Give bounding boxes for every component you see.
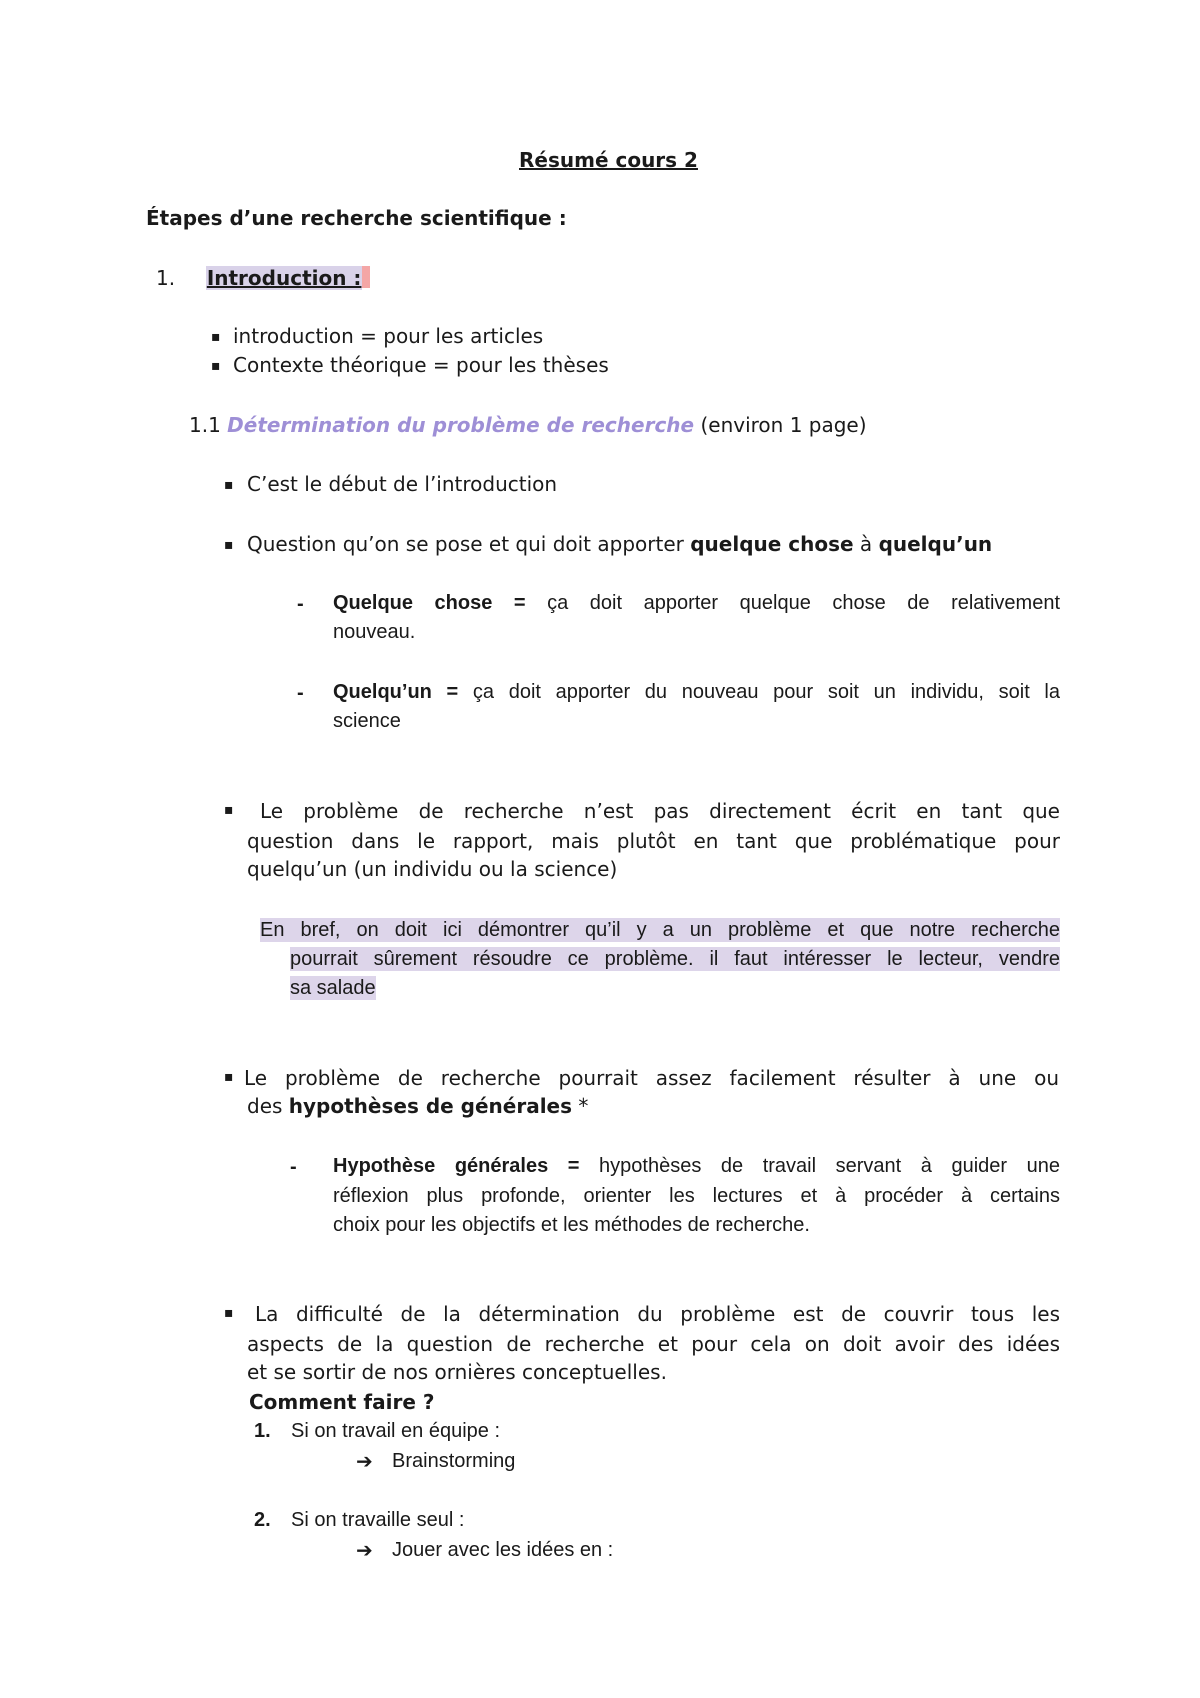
- definition-term: Quelqu’un =: [333, 681, 459, 703]
- section-heading-introduction: [156, 266, 370, 288]
- step-label: Si on travail en équipe :: [291, 1420, 501, 1442]
- definition-line: [333, 592, 1060, 615]
- highlighted-note-line: pourrait sûrement résoudre ce problème. il faut intéresser le lecteur, vendre: [290, 948, 1060, 970]
- subsection-number: 1.1: [189, 413, 221, 437]
- comment-marker: [362, 266, 370, 288]
- paragraph-line: aspects de la question de recherche et pour cela on doit avoir des idées: [247, 1332, 1060, 1356]
- paragraph-line: La difficulté de la détermination du problème est de couvrir tous les: [255, 1302, 1060, 1326]
- section-number: 1.: [156, 266, 176, 290]
- text-run-bold: quelque chose: [690, 532, 854, 556]
- text-run-bold: quelqu’un: [878, 532, 993, 556]
- definition-text: ça doit apporter quelque chose de relativement: [525, 592, 1060, 614]
- text-run: *: [572, 1094, 589, 1118]
- dash-icon: -: [297, 593, 304, 615]
- bullet-icon: ▪: [211, 358, 221, 374]
- bullet-icon: ▪: [224, 1305, 234, 1321]
- step-number: 2.: [254, 1509, 271, 1531]
- bullet-icon: ▪: [224, 477, 234, 493]
- text-run: Question qu’on se pose et qui doit apporter: [247, 532, 691, 556]
- definition-line: [333, 1155, 1060, 1178]
- text-run-bold: hypothèses de générales: [288, 1094, 573, 1118]
- paragraph-line: Le problème de recherche n’est pas directement écrit en tant que: [260, 799, 1060, 823]
- step-arrow-text: Jouer avec les idées en :: [392, 1539, 614, 1561]
- paragraph-line: et se sortir de nos ornières conceptuelles.: [247, 1360, 667, 1384]
- step-number: 1.: [254, 1420, 271, 1442]
- bullet-icon: ▪: [224, 537, 234, 553]
- subsection-heading: [189, 415, 867, 435]
- section-label: [206, 266, 363, 290]
- definition-line: réflexion plus profonde, orienter les lectures et à procéder à certains: [333, 1185, 1060, 1207]
- section-label-text: Introduction: [206, 266, 347, 290]
- subsection-suffix: (environ 1 page): [694, 413, 867, 437]
- definition-line: [333, 681, 1060, 704]
- definition-line: science: [333, 710, 401, 732]
- dash-icon: -: [290, 1156, 297, 1178]
- list-item: Contexte théorique = pour les thèses: [233, 353, 609, 377]
- bullet-icon: ▪: [211, 329, 221, 345]
- highlighted-note-line: En bref, on doit ici démontrer qu’il y a un problème et que notre recherche: [260, 919, 1060, 941]
- bullet-icon: ▪: [224, 802, 234, 818]
- paragraph-line: Le problème de recherche pourrait assez facilement résulter à une ou: [244, 1066, 1059, 1090]
- paragraph-line: quelqu’un (un individu ou la science): [247, 857, 618, 881]
- step-arrow-text: Brainstorming: [392, 1450, 516, 1472]
- paragraph-line: question dans le rapport, mais plutôt en tant que problématique pour: [247, 829, 1060, 853]
- paragraph-line: [247, 1096, 588, 1116]
- definition-line: nouveau.: [333, 621, 416, 643]
- list-item: [247, 534, 992, 554]
- subsection-label: Détermination du problème de recherche: [227, 413, 695, 437]
- definition-line: choix pour les objectifs et les méthodes de recherche.: [333, 1214, 810, 1236]
- step-label: Si on travaille seul :: [291, 1509, 465, 1531]
- text-run: des: [247, 1094, 289, 1118]
- page-title: Résumé cours 2: [519, 148, 698, 172]
- highlighted-note-line: sa salade: [290, 977, 376, 999]
- text-run: à: [853, 532, 879, 556]
- arrow-right-icon: ➔: [356, 1538, 373, 1562]
- section-label-suffix: :: [346, 266, 362, 290]
- definition-term: Hypothèse générales =: [333, 1155, 580, 1177]
- bullet-icon: ▪: [224, 1069, 234, 1085]
- definition-term: Quelque chose =: [333, 592, 526, 614]
- definition-text: ça doit apporter du nouveau pour soit un individu, soit la: [458, 681, 1060, 703]
- definition-text: hypothèses de travail servant à guider une: [579, 1155, 1060, 1177]
- main-heading: Étapes d’une recherche scientifique :: [146, 206, 567, 230]
- list-item: C’est le début de l’introduction: [247, 472, 558, 496]
- list-item: introduction = pour les articles: [233, 324, 544, 348]
- how-heading: Comment faire ?: [249, 1390, 435, 1414]
- arrow-right-icon: ➔: [356, 1449, 373, 1473]
- dash-icon: -: [297, 682, 304, 704]
